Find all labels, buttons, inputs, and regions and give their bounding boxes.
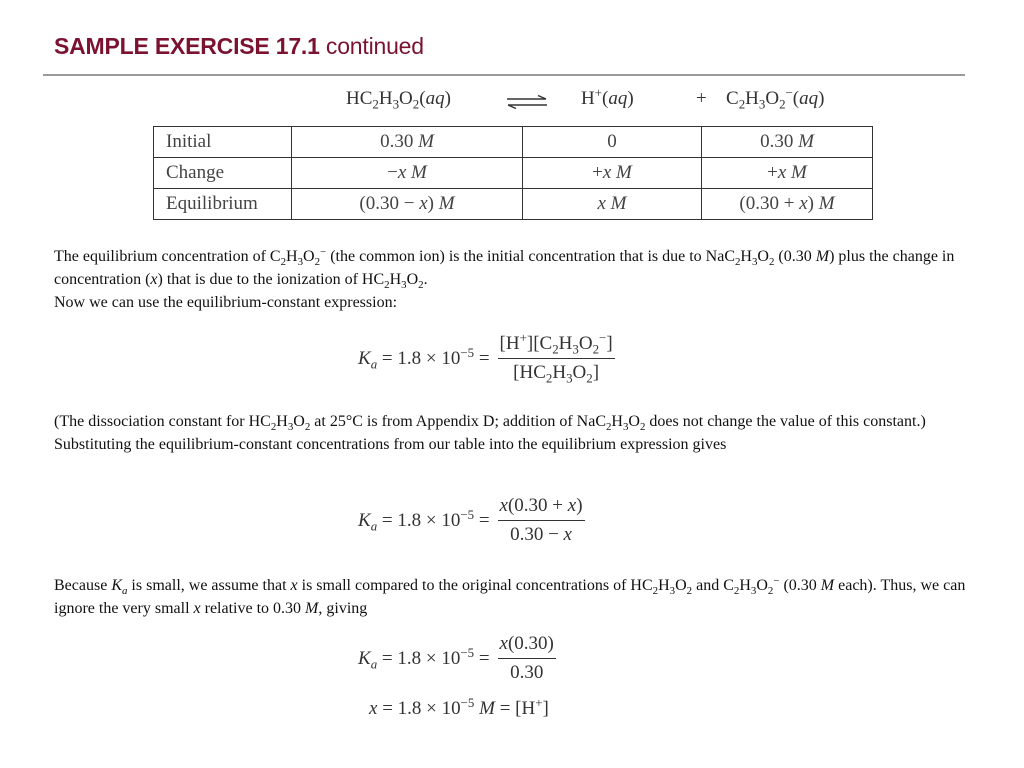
- table-row-initial: [154, 127, 873, 158]
- ka-denominator: 0.30: [510, 662, 544, 683]
- title-bold: SAMPLE EXERCISE 17.1: [54, 33, 320, 59]
- product-anion: $C_2H_3O_2^-(aq)$: [726, 84, 825, 112]
- page-title: [54, 33, 424, 60]
- ka-fraction: [498, 495, 585, 546]
- header-divider: [43, 74, 965, 76]
- ka-expression: [358, 329, 615, 386]
- row-label: Equilibrium: [154, 189, 292, 220]
- cell-proton: x M: [523, 189, 702, 220]
- cell-acid: −x M: [292, 158, 523, 189]
- ka-denominator: $[HC_2H_3O_2]$: [513, 362, 600, 386]
- cell-acid: (0.30 − x) M: [292, 189, 523, 220]
- ka-lhs: $K_a = 1.8 \times 10^{-5}$ =: [358, 506, 490, 534]
- cell-proton: +x M: [523, 158, 702, 189]
- ka-substituted: [358, 495, 585, 546]
- equilibrium-arrows-icon: [506, 95, 548, 109]
- title-continued: continued: [325, 33, 424, 59]
- table-row-change: [154, 158, 873, 189]
- paragraph-approximation: Because $K_a$ is small, we assume that x is small compared to the original concentrations of $HC_2H_3O_2$ and $C_2H_3O_2^-$ (0.30 M each). Thus, we can ignore the very small x relative to 0.30 M, giving: [54, 575, 966, 617]
- ka-numerator: x(0.30 + x): [498, 495, 585, 521]
- row-label: Initial: [154, 127, 292, 158]
- paragraph-dissociation-constant: (The dissociation constant for $HC_2H_3O_2$ at 25°C is from Appendix D; addition of $NaC_2H_3O_2$ does not change the value of this constant.) Substituting the equilibrium-constant concentrations from our table into the equilibrium expression gives: [54, 413, 926, 453]
- ka-numerator: $[H^+][C_2H_3O_2^-]$: [498, 333, 615, 359]
- ka-denominator: 0.30 − x: [510, 524, 572, 545]
- ka-numerator: x(0.30): [498, 633, 556, 659]
- paragraph-equilibrium-concentration: The equilibrium concentration of $C_2H_3O_2^-$ (the common ion) is the initial concentration that is due to $NaC_2H_3O_2$ (0.30 M) plus the change in concentration (x) that is due to the ionization of $HC_2H_3O_2$. Now we can use the equilibrium-constant expression:: [54, 246, 955, 311]
- paragraph-now-we-can: Now we can use the equilibrium-constant expression:: [54, 294, 398, 311]
- x-equals: $x = 1.8 \times 10^{-5}$ M = [H+]: [369, 694, 549, 719]
- ka-lhs: $K_a = 1.8 \times 10^{-5}$ =: [358, 644, 490, 672]
- ka-fraction: [498, 633, 556, 684]
- cell-acid: 0.30 M: [292, 127, 523, 158]
- ka-simplified: [358, 633, 556, 684]
- ka-fraction: [498, 329, 615, 386]
- row-label: Change: [154, 158, 292, 189]
- plus-sign: +: [696, 88, 707, 109]
- cell-proton: 0: [523, 127, 702, 158]
- cell-anion: +x M: [702, 158, 873, 189]
- ice-table: [153, 126, 873, 220]
- ka-lhs: $K_a = 1.8 \times 10^{-5}$ =: [358, 344, 490, 372]
- product-proton: H+(aq): [581, 84, 634, 109]
- cell-anion: 0.30 M: [702, 127, 873, 158]
- x-result: [369, 694, 549, 720]
- table-row-equilibrium: [154, 189, 873, 220]
- reactant-acid: $HC_2H_3O_2(aq)$: [346, 88, 451, 112]
- cell-anion: (0.30 + x) M: [702, 189, 873, 220]
